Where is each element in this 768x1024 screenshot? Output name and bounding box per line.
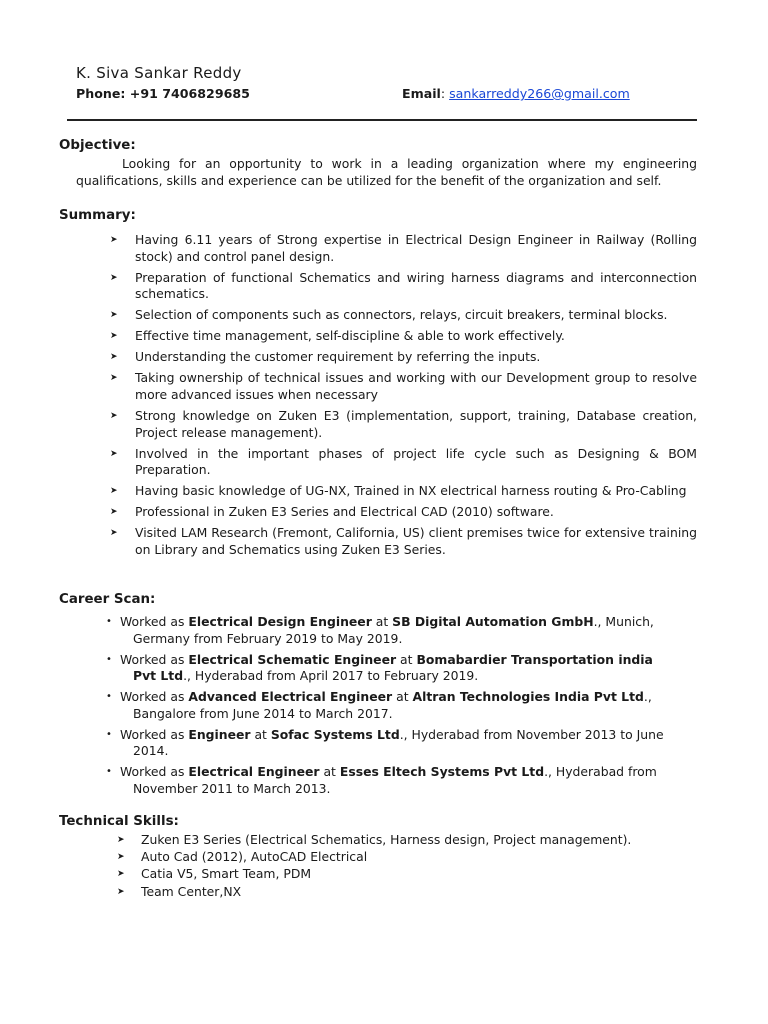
summary-item	[108, 446, 697, 479]
career-post: ., Hyderabad from	[544, 764, 657, 780]
career-mid: at	[319, 764, 340, 780]
arrow-bullet-icon: ➤	[110, 272, 118, 283]
career-item	[108, 727, 697, 760]
dot-bullet-icon: •	[106, 691, 112, 703]
summary-item	[108, 307, 697, 324]
header-divider	[67, 119, 697, 121]
career-details: Germany from February 2019 to May 2019.	[133, 630, 403, 646]
dot-bullet-icon: •	[106, 653, 112, 665]
career-post: .,	[643, 689, 652, 705]
summary-item-text: Strong knowledge on Zuken E3 (implementation, support, training, Database creation, Project release management).	[135, 408, 697, 440]
arrow-bullet-icon: ➤	[110, 352, 118, 363]
career-continuation	[122, 706, 697, 723]
candidate-name: K. Siva Sankar Reddy	[76, 64, 242, 82]
career-role: Electrical Design Engineer	[188, 614, 372, 629]
summary-item-text: Having basic knowledge of UG-NX, Trained in NX electrical harness routing & Pro-Cabling	[135, 483, 687, 499]
email-label: Email	[402, 86, 441, 101]
summary-item	[108, 270, 697, 303]
career-role: Electrical Schematic Engineer	[188, 651, 397, 667]
career-continuation	[122, 631, 697, 648]
email-line	[402, 86, 630, 103]
summary-item	[108, 504, 697, 521]
objective-heading: Objective:	[59, 138, 136, 153]
skill-item-text: Zuken E3 Series (Electrical Schematics, Harness design, Project management).	[141, 832, 632, 847]
career-item	[108, 614, 697, 647]
arrow-bullet-icon: ➤	[110, 411, 118, 422]
summary-item-text: Involved in the important phases of project life cycle such as Designing & BOM Preparation.	[135, 445, 697, 478]
arrow-bullet-icon: ➤	[117, 886, 125, 897]
arrow-bullet-icon: ➤	[110, 507, 118, 518]
summary-item	[108, 483, 697, 500]
email-link[interactable]: sankarreddy266@gmail.com	[449, 86, 630, 101]
career-pre: Worked as	[120, 689, 189, 705]
career-details: ., Hyderabad from April 2017 to February 2019.	[183, 668, 479, 684]
arrow-bullet-icon: ➤	[110, 235, 118, 245]
career-pre: Worked as	[120, 726, 189, 742]
skills-heading: Technical Skills:	[59, 814, 179, 829]
arrow-bullet-icon: ➤	[117, 869, 125, 880]
skill-item	[117, 884, 697, 901]
career-details: Bangalore from June 2014 to March 2017.	[133, 705, 393, 721]
dot-bullet-icon: •	[106, 728, 112, 740]
skill-item-text: Team Center,NX	[141, 883, 242, 899]
career-role: Electrical Engineer	[188, 764, 320, 780]
career-mid: at	[371, 614, 393, 629]
career-post: ., Hyderabad from November 2013 to June	[399, 726, 664, 742]
skill-item	[117, 866, 697, 883]
dot-bullet-icon: •	[106, 616, 112, 627]
arrow-bullet-icon: ➤	[117, 852, 125, 863]
objective-body: Looking for an opportunity to work in a leading organization where my engineering qualifications, skills and experience can be utilized for the benefit of the organization and self.	[76, 156, 697, 188]
summary-item-text: Selection of components such as connectors, relays, circuit breakers, terminal blocks.	[135, 307, 668, 323]
career-role: Advanced Electrical Engineer	[188, 689, 393, 705]
objective-text	[76, 156, 697, 189]
arrow-bullet-icon: ➤	[110, 331, 118, 342]
skill-item-text: Catia V5, Smart Team, PDM	[141, 866, 312, 882]
summary-item-text: Having 6.11 years of Strong expertise in Electrical Design Engineer in Railway (Rolling stock) and control panel design.	[135, 232, 697, 264]
summary-item-text: Taking ownership of technical issues and working with our Development group to resolve more advanced issues when necessary	[135, 370, 697, 402]
summary-item	[108, 349, 697, 366]
arrow-bullet-icon: ➤	[110, 528, 118, 539]
arrow-bullet-icon: ➤	[110, 486, 118, 497]
dot-bullet-icon: •	[106, 766, 112, 778]
career-item-line	[120, 614, 654, 629]
summary-heading: Summary:	[59, 208, 136, 223]
career-mid: at	[250, 726, 271, 742]
career-pre: Worked as	[120, 764, 189, 780]
summary-item	[108, 328, 697, 345]
skill-item	[117, 849, 697, 866]
career-continuation	[122, 668, 697, 685]
career-item-line	[120, 764, 657, 779]
summary-item-text: Professional in Zuken E3 Series and Electrical CAD (2010) software.	[135, 504, 554, 520]
summary-list	[108, 232, 697, 563]
skill-item	[117, 832, 697, 849]
career-pre: Worked as	[120, 614, 189, 629]
career-company: Esses Eltech Systems Pvt Ltd	[339, 764, 545, 780]
summary-item-text: Visited LAM Research (Fremont, California, US) client premises twice for extensive training on Library and Schematics using Zuken E3 Series.	[135, 525, 697, 557]
arrow-bullet-icon: ➤	[117, 835, 125, 845]
arrow-bullet-icon: ➤	[110, 310, 118, 321]
career-item-line	[120, 652, 653, 667]
career-item-line	[120, 689, 652, 704]
career-item-line	[120, 727, 664, 742]
summary-item	[108, 525, 697, 558]
summary-item	[108, 370, 697, 403]
email-separator: :	[440, 86, 450, 101]
career-item	[108, 764, 697, 797]
career-company: SB Digital Automation GmbH	[392, 614, 594, 629]
career-role: Engineer	[188, 726, 251, 742]
career-heading: Career Scan:	[59, 592, 156, 607]
career-mid: at	[396, 651, 417, 667]
career-list	[108, 614, 697, 802]
summary-item-text: Effective time management, self-discipline & able to work effectively.	[135, 328, 565, 344]
career-details: 2014.	[133, 743, 169, 759]
career-mid: at	[392, 689, 413, 705]
career-company: Altran Technologies India Pvt Ltd	[412, 689, 644, 705]
career-pre: Worked as	[120, 651, 189, 667]
summary-item-text: Understanding the customer requirement by referring the inputs.	[135, 349, 541, 365]
career-details: November 2011 to March 2013.	[133, 780, 331, 796]
summary-item	[108, 408, 697, 441]
career-continuation	[122, 781, 697, 798]
career-company: Sofac Systems Ltd	[270, 726, 400, 742]
arrow-bullet-icon: ➤	[110, 373, 118, 384]
career-item	[108, 689, 697, 722]
skill-item-text: Auto Cad (2012), AutoCAD Electrical	[141, 849, 368, 865]
career-post: ., Munich,	[593, 614, 654, 629]
arrow-bullet-icon: ➤	[110, 448, 118, 459]
career-company: Bomabardier Transportation india	[416, 651, 653, 667]
phone-number: Phone: +91 7406829685	[76, 86, 250, 101]
career-continuation	[122, 743, 697, 760]
career-company-cont: Pvt Ltd	[133, 668, 184, 684]
career-item	[108, 652, 697, 685]
summary-item-text: Preparation of functional Schematics and wiring harness diagrams and interconnection schematics.	[135, 269, 697, 302]
skills-list	[117, 832, 697, 901]
summary-item	[108, 232, 697, 265]
